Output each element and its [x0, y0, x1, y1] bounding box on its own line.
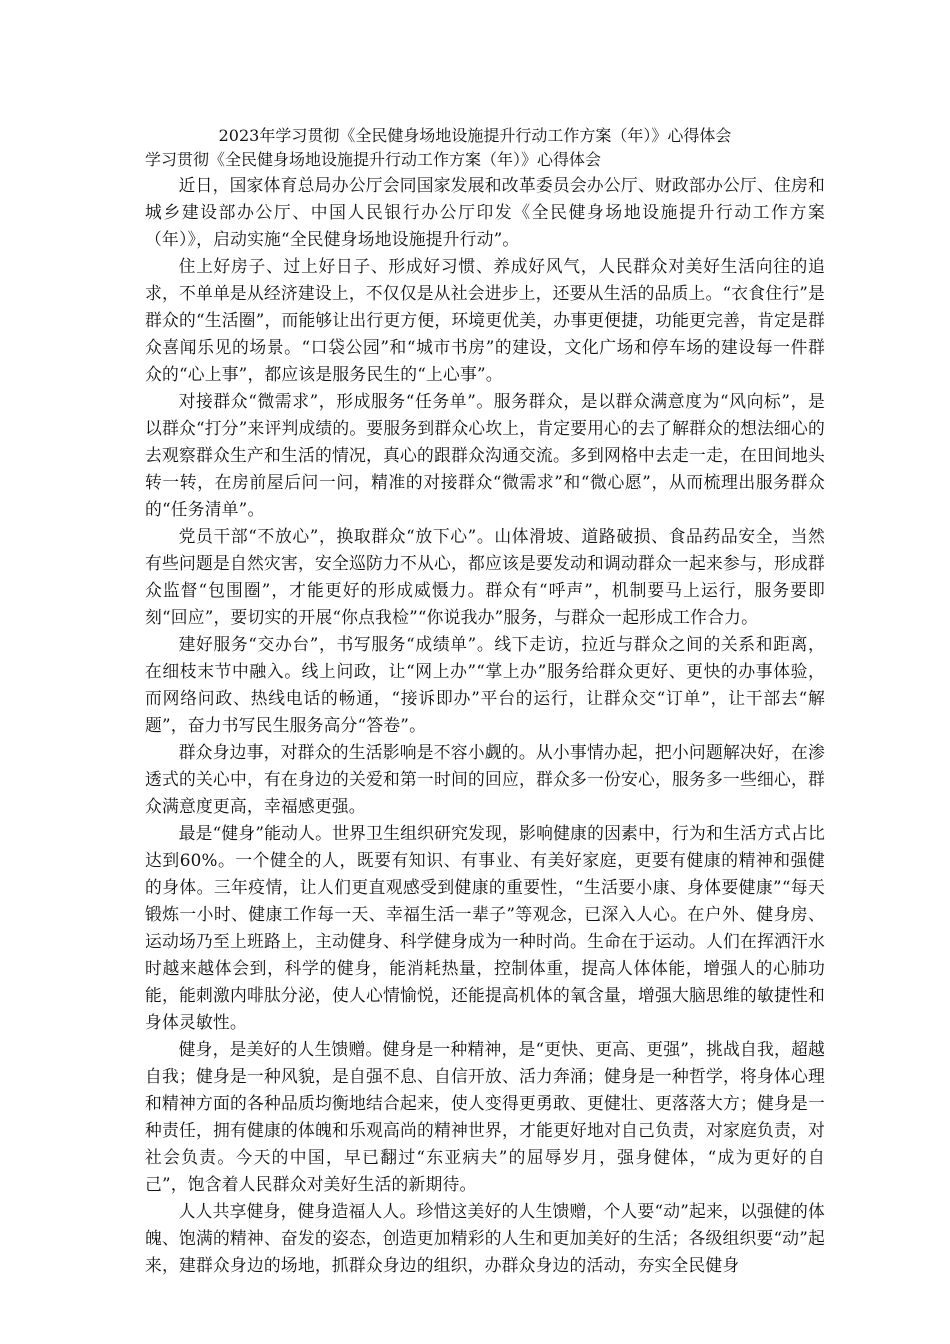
paragraph: 近日，国家体育总局办公厅会同国家发展和改革委员会办公厅、财政部办公厅、住房和城乡建设部办公厅、中国人民银行办公厅印发《全民健身场地设施提升行动工作方案（年）》，启动实施“全民健身场地设施提升行动”。: [145, 175, 825, 249]
paragraph: 人人共享健身，健身造福人人。珍惜这美好的人生馈赠，个人要“动”起来，以强健的体魄、饱满的精神、奋发的姿态，创造更加精彩的人生和更加美好的生活；各级组织要“动”起来，建群众身边的场地，抓群众身边的组织，办群众身边的活动，夯实全民健身: [145, 1201, 825, 1275]
paragraph: 住上好房子、过上好日子、形成好习惯、养成好风气，人民群众对美好生活向往的追求，不单单是从经济建设上，不仅仅是从社会进步上，还要从生活的品质上。“衣食住行”是群众的“生活圈”，而能够让出行更方便，环境更优美，办事更便捷，功能更完善，肯定是群众喜闻乐见的场景。“口袋公园”和“城市书房”的建设，文化广场和停车场的建设每一件群众的“心上事”，都应该是服务民生的“上心事”。: [145, 256, 825, 384]
paragraph: 最是“健身”能动人。世界卫生组织研究发现，影响健康的因素中，行为和生活方式占比达到60%。一个健全的人，既要有知识、有事业、有美好家庭，更要有健康的精神和强健的身体。三年疫情，让人们更直观感受到健康的重要性，“生活要小康、身体要健康”“每天锻炼一小时、健康工作每一天、幸福生活一辈子”等观念，已深入人心。在户外、健身房、运动场乃至上班路上，主动健身、科学健身成为一种时尚。生命在于运动。人们在挥洒汗水时越来越体会到，科学的健身，能消耗热量，控制体重，提高人体体能，增强人的心肺功能，能刺激内啡肽分泌，使人心情愉悦，还能提高机体的氧含量，增强大脑思维的敏捷性和身体灵敏性。: [145, 823, 825, 1032]
paragraph: 群众身边事，对群众的生活影响是不容小觑的。从小事情办起，把小问题解决好，在渗透式的关心中，有在身边的关爱和第一时间的回应，群众多一份安心，服务多一些细心，群众满意度更高，幸福感更强。: [145, 742, 825, 816]
document-body: [145, 148, 825, 1279]
document-title: 2023年学习贯彻《全民健身场地设施提升行动工作方案（年）》心得体会: [218, 126, 732, 145]
paragraph: 健身，是美好的人生馈赠。健身是一种精神，是“更快、更高、更强”，挑战自我，超越自我；健身是一种风貌，是自强不息、自信开放、活力奔涌；健身是一种哲学，将身体心理和精神方面的各种品质均衡地结合起来，使人变得更勇敢、更健壮、更落落大方；健身是一种责任，拥有健康的体魄和乐观高尚的精神世界，才能更好地对自己负责，对家庭负责，对社会负责。今天的中国，早已翻过“东亚病夫”的屈辱岁月，强身健体，“成为更好的自己”，饱含着人民群众对美好生活的新期待。: [145, 1039, 825, 1194]
paragraph: 党员干部“不放心”，换取群众“放下心”。山体滑坡、道路破损、食品药品安全，当然有些问题是自然灾害，安全巡防力不从心，都应该是要发动和调动群众一起来参与，形成群众监督“包围圈”，才能更好的形成威慑力。群众有“呼声”，机制要马上运行，服务要即刻“回应”，要切实的开展“你点我检”“你说我办”服务，与群众一起形成工作合力。: [145, 526, 825, 627]
paragraph: 对接群众“微需求”，形成服务“任务单”。服务群众，是以群众满意度为“风向标”，是以群众“打分”来评判成绩的。要服务到群众心坎上，肯定要用心的去了解群众的想法细心的去观察群众生产和生活的情况，真心的跟群众沟通交流。多到网格中去走一走，在田间地头转一转，在房前屋后问一问，精准的对接群众“微需求”和“微心愿”，从而梳理出服务群众的“任务清单”。: [145, 391, 825, 519]
paragraph: 建好服务“交办台”，书写服务“成绩单”。线下走访，拉近与群众之间的关系和距离，在细枝末节中融入。线上问政，让“网上办”“掌上办”服务给群众更好、更快的办事体验，而网络问政、热线电话的畅通，“接诉即办”平台的运行，让群众交“订单”，让干部去“解题”，奋力书写民生服务高分“答卷”。: [145, 634, 825, 735]
document-subtitle: 学习贯彻《全民健身场地设施提升行动工作方案（年）》心得体会: [145, 150, 602, 169]
